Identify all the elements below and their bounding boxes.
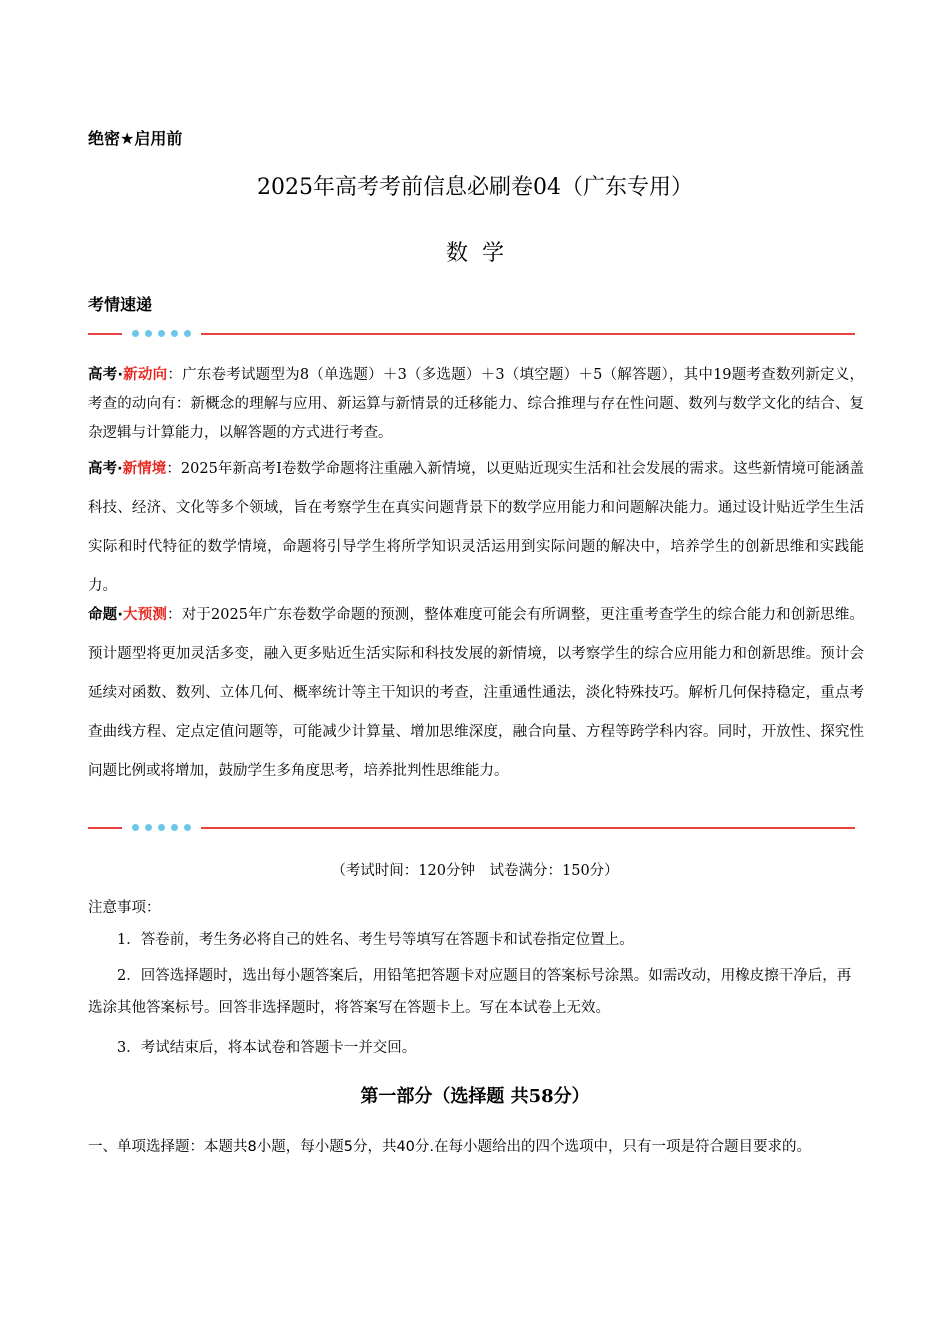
question-section-heading: 一、单项选择题：本题共8小题，每小题5分，共40分.在每小题给出的四个选项中，只有一项是符合题目要求的。 [88, 1139, 812, 1155]
info-label-highlight: 新情境 [122, 461, 167, 477]
subject-title: 数学 [445, 241, 518, 266]
info-text: ：广东卷考试题型为8（单选题）＋3（多选题）＋3（填空题）＋5（解答题），其中19题考查数列新定义，考查的动向有：新概念的理解与应用、新运算与新情景的迁移能力、综合推理与存在性问题、数列与数学文化的结合、复杂逻辑与计算能力，以解答题的方式进行考查。 [88, 367, 864, 441]
info-label-prefix: 高考· [88, 461, 123, 477]
info-block-forecast [88, 596, 864, 791]
info-block-trend [88, 361, 864, 448]
confidential-mark: 绝密★启用前 [88, 129, 183, 148]
info-text: ：对于2025年广东卷数学命题的预测，整体难度可能会有所调整，更注重考查学生的综合能力和创新思维。预计题型将更加灵活多变，融入更多贴近生活实际和科技发展的新情境，以考察学生的综合应用能力和创新思维。预计会延续对函数、数列、立体几何、概率统计等主干知识的考查，注重通性通法，淡化特殊技巧。解析几何保持稳定，重点考查曲线方程、定点定值问题等，可能减少计算量、增加思维深度，融合向量、方程等跨学科内容。同时，开放性、探究性问题比例或将增加，鼓励学生多角度思考，培养批判性思维能力。 [88, 607, 865, 779]
note-item: 2．回答选择题时，选出每小题答案后，用铅笔把答题卡对应题目的答案标号涂黑。如需改动，用橡皮擦干净后，再选涂其他答案标号。回答非选择题时，将答案写在答题卡上。写在本试卷上无效。 [88, 968, 852, 1016]
notes-title: 注意事项： [88, 900, 161, 916]
section-heading: 考情速递 [88, 295, 153, 314]
info-label-highlight: 新动向 [122, 367, 168, 383]
info-label-highlight: 大预测 [122, 607, 168, 623]
info-label-prefix: 命题· [88, 607, 123, 623]
note-item: 1．答卷前，考生务必将自己的姓名、考生号等填写在答题卡和试卷指定位置上。 [117, 932, 634, 948]
exam-time-score: （考试时间：120分钟 试卷满分：150分） [331, 863, 619, 879]
note-item: 3．考试结束后，将本试卷和答题卡一并交回。 [117, 1040, 417, 1056]
info-label-prefix: 高考· [88, 367, 123, 383]
decorative-divider-bottom [88, 823, 855, 833]
info-text: ：2025年新高考I卷数学命题将注重融入新情境，以更贴近现实生活和社会发展的需求。这些新情境可能涵盖科技、经济、文化等多个领域，旨在考察学生在真实问题背景下的数学应用能力和问题解决能力。通过设计贴近学生生活实际和时代特征的数学情境，命题将引导学生将所学知识灵活运用到实际问题的解决中，培养学生的创新思维和实践能力。 [88, 461, 865, 594]
decorative-divider-top [88, 329, 855, 339]
paper-title: 2025年高考考前信息必刷卷04（广东专用） [257, 175, 693, 200]
info-block-context [88, 450, 864, 606]
part-one-title: 第一部分（选择题 共58分） [360, 1086, 590, 1107]
